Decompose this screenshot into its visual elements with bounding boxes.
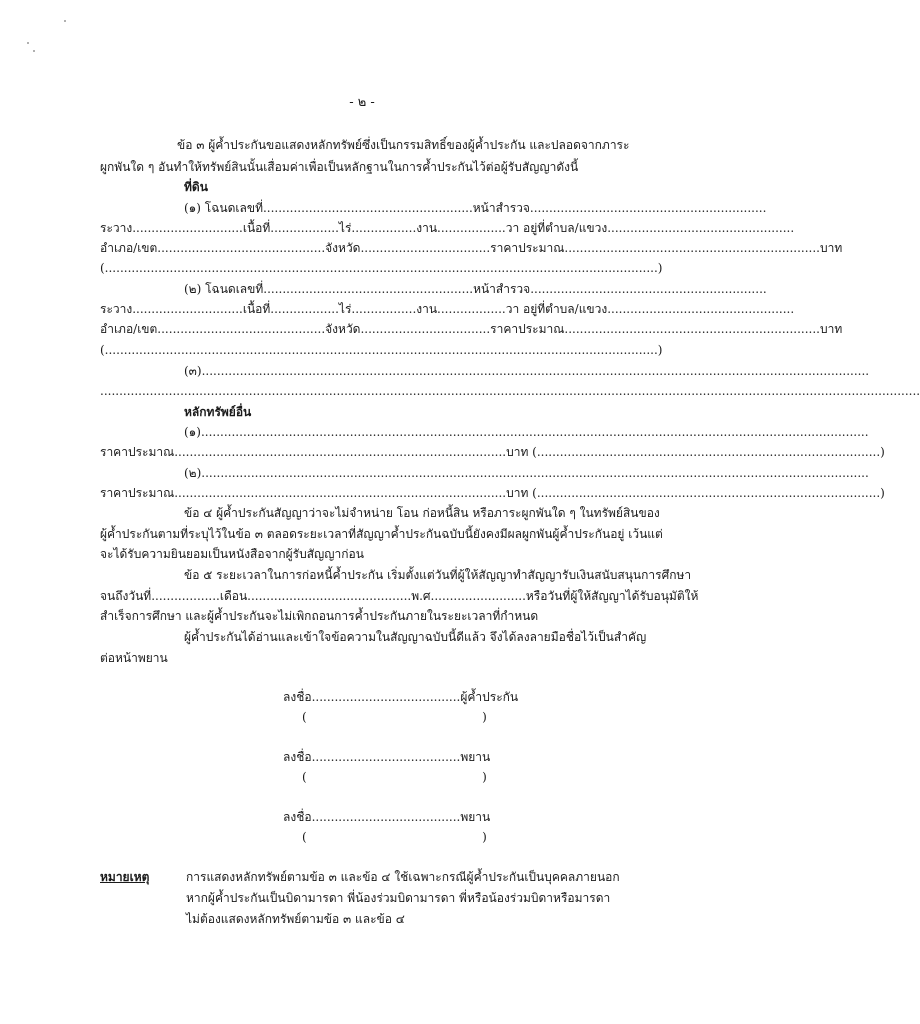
clause3-line2: ผูกพันใด ๆ อันทำให้ทรัพย์สินนั้นเสื่อมค่าเพื่อเป็นหลักฐานในการค้ำประกันไว้ต่อผู้รับสัญญาดังนี้ [100,160,579,174]
note-line3: ไม่ต้องแสดงหลักทรัพย์ตามข้อ ๓ และข้อ ๔ [186,912,405,926]
land-item2-line3: อำเภอ/เขต............................................จังหวัด..................................ราคาประมาณ...................................................................บาท [100,322,843,336]
land-item3-line2: ....................................................................................................................................................................................................................... [100,384,920,398]
page-number: - ๒ - [349,95,375,110]
scan-speck [33,50,35,52]
clause4-line3: จะได้รับความยินยอมเป็นหนังสือจากผู้รับสัญญาก่อน [100,547,364,561]
note-line1: การแสดงหลักทรัพย์ตามข้อ ๓ และข้อ ๔ ใช้เฉพาะกรณีผู้ค้ำประกันเป็นบุคคลภายนอก [186,870,620,884]
clause5-line3: สำเร็จการศึกษา และผู้ค้ำประกันจะไม่เพิกถอนการค้ำประกันภายในระยะเวลาที่กำหนด [100,609,539,623]
land-item1-line1: (๑) โฉนดเลขที่.......................................................หน้าสำรวจ.............................................................. [184,201,767,215]
clause4-line2: ผู้ค้ำประกันตามที่ระบุไว้ในข้อ ๓ ตลอดระยะเวลาที่สัญญาค้ำประกันฉบับนี้ยังคงมีผลผูกพันผู้ค้ำประกันอยู่ เว้นแต่ [100,527,663,541]
signature-guarantor-name: ( ) [302,710,487,724]
land-item1-line3: อำเภอ/เขต............................................จังหวัด..................................ราคาประมาณ...................................................................บาท [100,241,843,255]
land-item2-line1: (๒) โฉนดเลขที่.......................................................หน้าสำรวจ.............................................................. [184,282,767,296]
land-item2-line4: (.................................................................................................................................................) [100,343,663,357]
signature-guarantor-line: ลงชื่อ.......................................ผู้ค้ำประกัน [283,690,519,704]
closing-line1: ผู้ค้ำประกันได้อ่านและเข้าใจข้อความในสัญญาฉบับนี้ดีแล้ว จึงได้ลงลายมือชื่อไว้เป็นสำคัญ [184,630,647,644]
land-heading: ที่ดิน [184,180,208,194]
other-item1: (๑)............................................................................................................................................................................... [184,425,869,439]
scan-speck [64,20,66,22]
clause5-line2: จนถึงวันที่..................เดือน...........................................พ.ศ.........................หรือวันที่ผู้ให้สัญญาได้รับอนุมัติให้ [100,589,699,603]
other-price1: ราคาประมาณ.......................................................................................บาท (..........................................................................................) [100,445,885,459]
clause5-line1: ข้อ ๕ ระยะเวลาในการก่อหนี้ค้ำประกัน เริ่มตั้งแต่วันที่ผู้ให้สัญญาทำสัญญารับเงินสนับสนุนการศึกษา [184,568,692,582]
signature-witness1-name: ( ) [302,770,487,784]
note-label: หมายเหตุ [100,870,150,884]
clause4-line1: ข้อ ๔ ผู้ค้ำประกันสัญญาว่าจะไม่จำหน่าย โอน ก่อหนี้สิน หรือภาระผูกพันใด ๆ ในทรัพย์สินของ [184,506,660,520]
clause3-line1: ข้อ ๓ ผู้ค้ำประกันขอแสดงหลักทรัพย์ซึ่งเป็นกรรมสิทธิ์ของผู้ค้ำประกัน และปลอดจากภาระ [177,138,630,152]
signature-witness2-name: ( ) [302,830,487,844]
other-item2: (๒)............................................................................................................................................................................... [184,466,869,480]
note-line2: หากผู้ค้ำประกันเป็นบิดามารดา พี่น้องร่วมบิดามารดา พี่หรือน้องร่วมบิดาหรือมารดา [186,891,611,905]
land-item1-line2: ระวาง.............................เนื้อที่..................ไร่.................งาน..................วา อยู่ที่ตำบล/แขวง................................................. [100,221,795,235]
land-item1-line4: (.................................................................................................................................................) [100,261,663,275]
land-item3-line1: (๓)............................................................................................................................................................................... [184,364,870,378]
signature-witness1-line: ลงชื่อ.......................................พยาน [283,750,491,764]
land-item2-line2: ระวาง.............................เนื้อที่..................ไร่.................งาน..................วา อยู่ที่ตำบล/แขวง................................................. [100,302,795,316]
other-price2: ราคาประมาณ.......................................................................................บาท (..........................................................................................) [100,486,885,500]
other-heading: หลักทรัพย์อื่น [184,405,252,419]
scan-speck [27,42,29,44]
signature-witness2-line: ลงชื่อ.......................................พยาน [283,810,491,824]
closing-line2: ต่อหน้าพยาน [100,651,168,665]
